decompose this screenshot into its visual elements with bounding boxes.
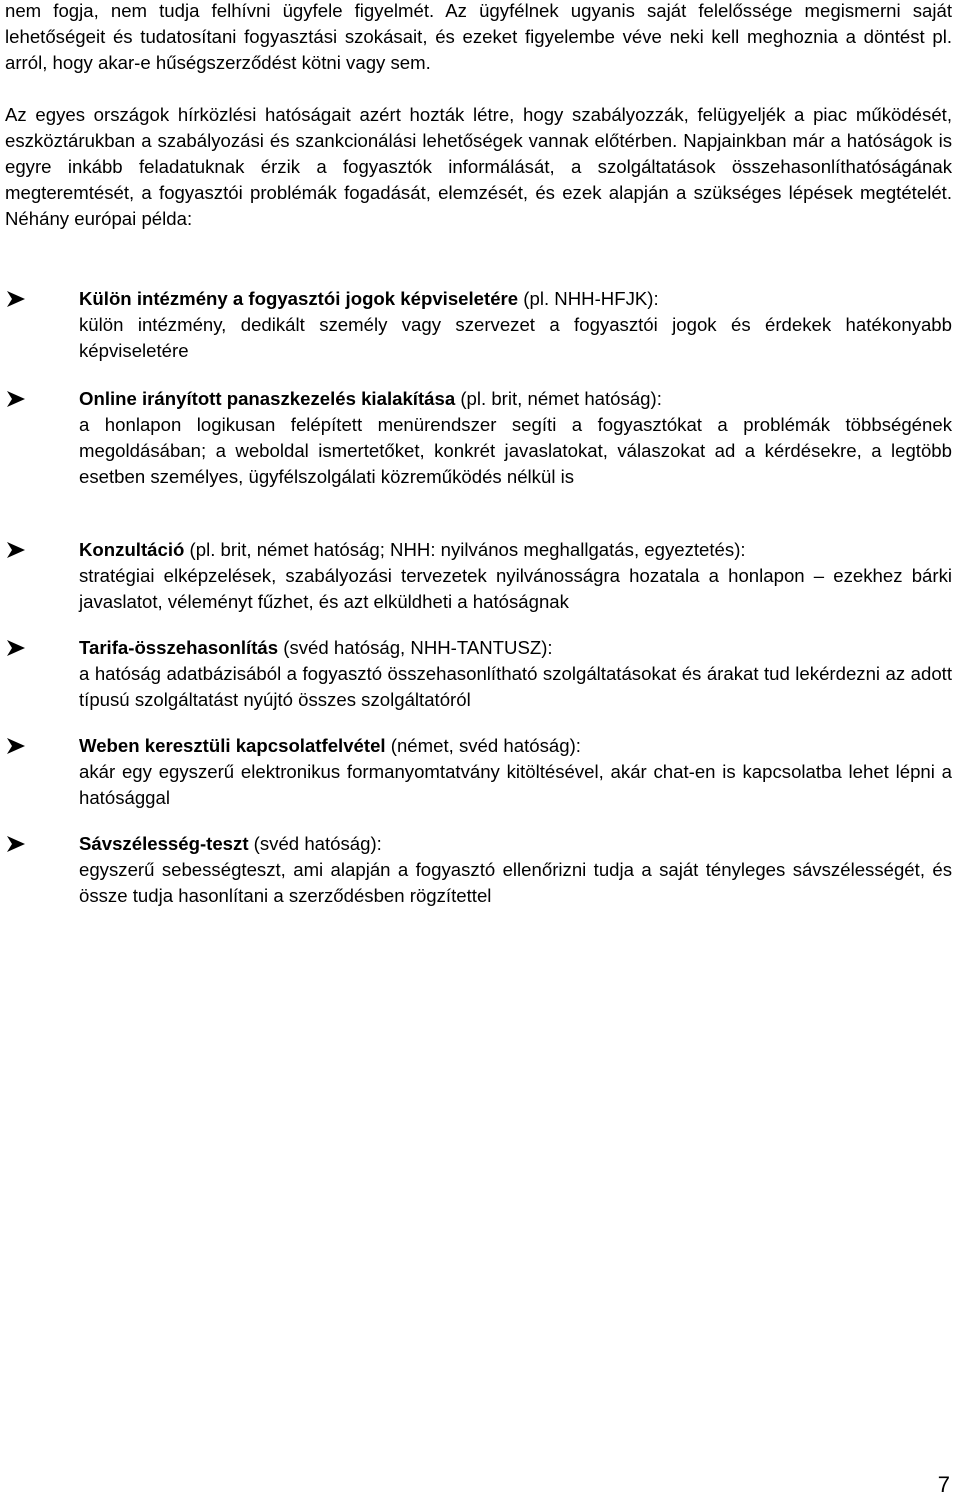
arrow-bullet-icon — [5, 639, 27, 657]
paragraph-authorities: Az egyes országok hírközlési hatóságait azért hozták létre, hogy szabályozzák, felügyeljék a piac működését, eszköztárukban a szabályozási és szankcionálási lehetőségek vannak előtérben. Napjainkban már a hatóságok is egyre inkább feladatuknak érzik a fogyasztók informálását, a szolgáltatások összehasonlíthatóságának megteremtését, a fogyasztói problémák fogadását, elemzését, és ezek alapján a szükséges lépések megtételét. Néhány európai példa: — [5, 104, 952, 229]
list-item-title: Sávszélesség-teszt — [79, 833, 249, 854]
list-item-note: (pl. NHH-HFJK): — [518, 288, 659, 309]
list-item-body: egyszerű sebességteszt, ami alapján a fogyasztó ellenőrizni tudja a saját tényleges sávszélességét, és össze tudja hasonlítani a szerződésben rögzítettel — [79, 859, 952, 906]
list-item-title: Külön intézmény a fogyasztói jogok képviseletére — [79, 288, 519, 309]
arrow-bullet-icon — [5, 541, 27, 559]
list-item-body: a honlapon logikusan felépített menürendszer segíti a fogyasztókat a problémák többségének megoldásában; a weboldal ismertetőket, konkrét javaslatokat, válaszokat ad a kérdésekre, a legtöbb esetben személyes, ügyfélszolgálati közreműködés nélkül is — [79, 414, 952, 487]
list-item-body: stratégiai elképzelések, szabályozási tervezetek nyilvánosságra hozatala a honlapon – ezekhez bárki javaslatot, véleményt fűzhet, és azt elküldheti a hatóságnak — [79, 565, 952, 612]
list-item-text — [79, 286, 952, 364]
list-item-note: (svéd hatóság): — [248, 833, 382, 854]
list-item-text — [79, 635, 952, 713]
paragraph-intro: nem fogja, nem tudja felhívni ügyfele figyelmét. Az ügyfélnek ugyanis saját felelőssége megismerni saját lehetőségeit és tudatosítani fogyasztási szokásait, és ezeket figyelembe véve neki kell meghoznia a döntést pl. arról, hogy akar-e hűségszerződést kötni vagy sem. — [5, 0, 952, 73]
list-item-text — [79, 386, 952, 490]
list-item-note: (pl. brit, német hatóság): — [455, 388, 662, 409]
arrow-bullet-icon — [5, 290, 27, 308]
arrow-bullet-icon — [5, 737, 27, 755]
list-item-body: külön intézmény, dedikált személy vagy szervezet a fogyasztói jogok és érdekek hatékonyabb képviseletére — [79, 314, 952, 361]
list-item-body: akár egy egyszerű elektronikus formanyomtatvány kitöltésével, akár chat-en is kapcsolatba lehet lépni a hatósággal — [79, 761, 952, 808]
list-item-body: a hatóság adatbázisából a fogyasztó összehasonlítható szolgáltatásokat és árakat tud lekérdezni az adott típusú szolgáltatást nyújtó összes szolgáltatóról — [79, 663, 952, 710]
arrow-bullet-icon — [5, 835, 27, 853]
arrow-bullet-icon — [5, 390, 27, 408]
list-item-title: Online irányított panaszkezelés kialakítása — [79, 388, 456, 409]
list-item-text — [79, 831, 952, 909]
list-item-note: (svéd hatóság, NHH-TANTUSZ): — [278, 637, 553, 658]
list-item-note: (pl. brit, német hatóság; NHH: nyilvános meghallgatás, egyeztetés): — [184, 539, 746, 560]
list-item-title: Weben keresztüli kapcsolatfelvétel — [79, 735, 386, 756]
list-item-title: Tarifa-összehasonlítás — [79, 637, 279, 658]
page-number: 7 — [937, 1472, 950, 1497]
list-item-note: (német, svéd hatóság): — [385, 735, 581, 756]
list-item-text — [79, 537, 952, 615]
list-item-title: Konzultáció — [79, 539, 185, 560]
list-item-text — [79, 733, 952, 811]
